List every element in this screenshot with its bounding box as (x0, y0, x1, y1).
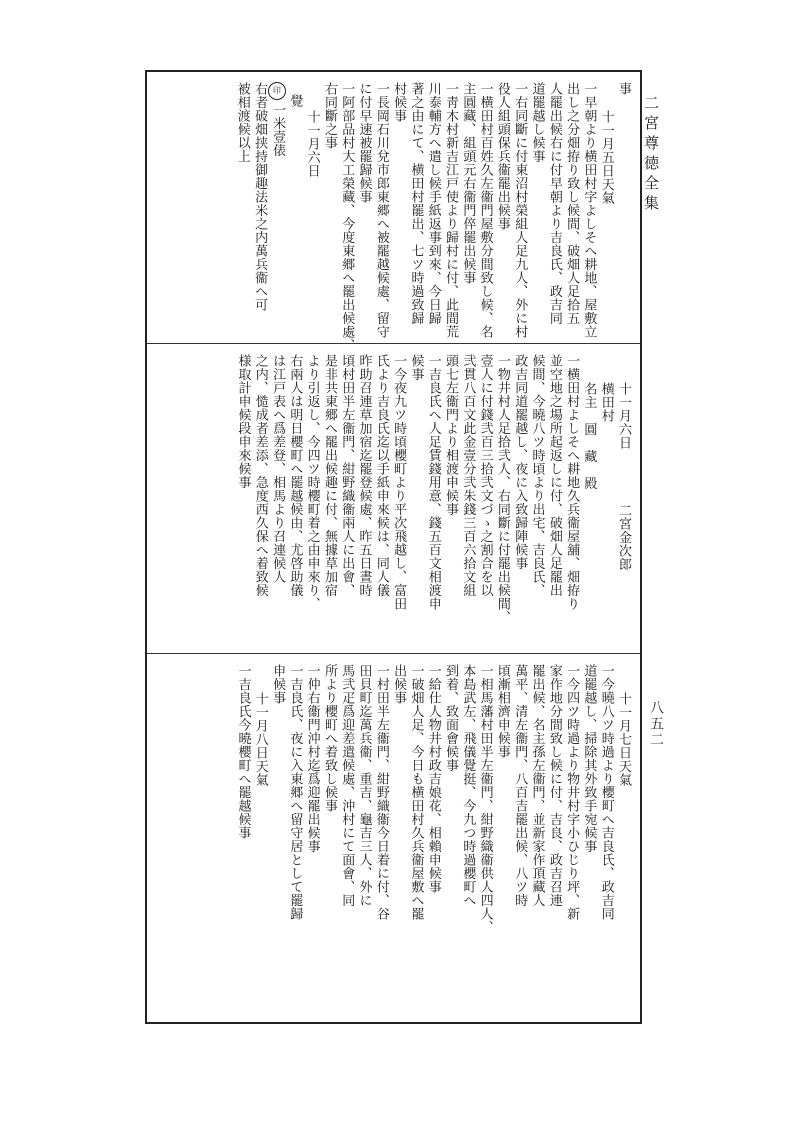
column-text: 是非共東郷へ罷出候趣に付、無據草加宿 (321, 354, 337, 597)
column-text: 一阿部品村大工榮藏、今度東郷へ罷出候處、 (339, 82, 355, 352)
text-line (511, 354, 528, 647)
column-text: 道罷越し候事 (529, 82, 545, 163)
text-line (424, 82, 441, 337)
text-frame (145, 70, 642, 1024)
text-line (563, 82, 580, 337)
text-line (234, 664, 251, 1016)
column-text: 一相馬藩村田半左衞門、紺野織衞供人四人、 (477, 664, 493, 934)
column-text: 道罷越し、掃除其外致手宛候事 (581, 664, 597, 853)
column-text: 田貝町迄萬兵衞、重吉、龜吉三人、外に (356, 664, 372, 907)
column-text: 十一月六日 (304, 110, 320, 178)
column-text: 役人組頭保兵衞罷出候事 (494, 82, 510, 231)
text-line (321, 82, 338, 337)
column-text: 事 (616, 82, 631, 96)
book-title: 二宮尊徳全集 (642, 95, 660, 215)
middle-band-text (234, 354, 632, 647)
column-text: 候間、今曉八ツ時頃より出宅、吉良氏、 (529, 354, 545, 597)
column-text: 一物井村人足拾弐人、右同斷に付罷出候間、 (494, 354, 510, 624)
text-line (338, 82, 355, 352)
date-heading (303, 82, 320, 337)
date-heading (597, 82, 614, 337)
seal-stamp: 印 (268, 82, 286, 100)
column-text: 一横田村よしそへ耕地久兵衞屋舖、畑拵り (564, 354, 580, 611)
date-heading (251, 664, 268, 1016)
text-line (407, 82, 424, 337)
column-text: 一吉良氏へ人足賃錢用意、錢五百文相渡申 (425, 354, 441, 611)
column-text: 到着、致面會候事 (443, 664, 459, 772)
column-text: 所より櫻町へ着致し候事 (321, 664, 337, 813)
column-text: 昨助召連草加宿迄罷登候處、昨五日晝時 (356, 354, 372, 597)
lower-band-text (234, 664, 632, 1016)
text-line (424, 664, 441, 1016)
text-line (269, 354, 286, 647)
column-text: 名主 圓 藏 殿 (581, 382, 597, 490)
date-heading (615, 664, 632, 1016)
text-line (234, 354, 251, 647)
column-text: 一吉良氏今曉櫻町へ罷越候事 (235, 664, 251, 840)
text-line (494, 82, 511, 337)
text-line (494, 354, 511, 647)
column-text: 頭七左衞門より相渡申候事 (443, 354, 459, 516)
text-line (355, 664, 372, 1016)
column-text: 出し之分畑拵り致し候間、破畑人足拾五 (564, 82, 580, 325)
column-text: 罷出候、名主孫左衞門、並新家作頂藏人 (529, 664, 545, 907)
text-line (303, 664, 320, 1016)
column-text: 候事 (408, 354, 424, 381)
column-text: 右者破畑挟持御趣法米之内萬兵衞へ可 (252, 82, 268, 312)
text-line (580, 82, 597, 337)
text-line (407, 354, 424, 647)
text-line (355, 354, 372, 647)
middle-band (147, 344, 640, 654)
column-text: 一靑木村新吉江戸使より歸村に付、此間荒 (443, 82, 459, 339)
text-line (251, 82, 268, 337)
text-line (286, 664, 303, 1016)
sig-addr1 (597, 354, 614, 647)
column-text: は江戸表へ爲差登、相馬より召連候人 (270, 354, 286, 584)
text-line (580, 664, 597, 1016)
column-text: 之内、慥成者差添、急度西久保へ着致候 (252, 354, 268, 597)
text-line (321, 354, 338, 647)
text-line (390, 82, 407, 337)
text-line (390, 664, 407, 1016)
column-text: 家作地分間致し候に付、吉良、政吉召連 (546, 664, 562, 907)
column-text: 政吉同道罷越し、夜に入致歸陣候事 (512, 354, 528, 570)
column-text: 人罷出候右に付早朝より吉良氏、政吉同 (546, 82, 562, 325)
text-line (286, 354, 303, 647)
text-line (546, 354, 563, 647)
text-line (459, 664, 476, 1016)
text-line (511, 82, 528, 337)
column-text: 一長岡石川兌市郎東郷へ被罷越候處、留守 (373, 82, 389, 339)
text-line (615, 82, 632, 337)
text-line (373, 82, 390, 337)
column-text: 覺 (287, 94, 303, 108)
date-heading (615, 354, 632, 647)
text-line (476, 82, 493, 337)
column-text: 萬平、清左衞門、八百吉罷出候、八ツ時 (512, 664, 528, 907)
text-line (251, 354, 268, 647)
column-text: 著之由にて、横田村罷出、七ツ時過致歸 (408, 82, 424, 325)
lower-band (147, 654, 640, 1022)
column-text: 一給仕人物井村政吉娘花、相賴申候事 (425, 664, 441, 894)
column-text: 被相渡候以上 (234, 82, 250, 163)
text-line (321, 664, 338, 1016)
column-text: 頃漸相濟申候事 (494, 664, 510, 759)
text-line (338, 664, 355, 1016)
text-line (303, 354, 320, 647)
column-text: 一吉良氏、夜に入東郷へ留守居として罷歸 (287, 664, 303, 921)
text-line (269, 664, 286, 1016)
text-line (511, 664, 528, 1016)
column-text: 申候事 (270, 664, 286, 705)
text-line (563, 664, 580, 1016)
text-line (528, 664, 545, 1016)
column-text: 一破畑人足、今日も横田村久兵衞屋敷へ罷 (408, 664, 424, 921)
column-text: 右兩人は明日櫻町へ罷越候由、尤啓助儀 (287, 354, 303, 597)
column-text: 氏より吉良氏迄以手紙申來候は、同人儀 (373, 354, 389, 597)
text-line (476, 354, 493, 647)
notice (286, 82, 303, 337)
sig-addr2 (580, 354, 597, 647)
text-line (338, 354, 355, 647)
column-text: 弐貫八百文此金壹分弐朱錢三百六拾文組 (460, 354, 476, 597)
column-text: 右同斷之事 (321, 82, 337, 150)
text-line (424, 354, 441, 647)
text-line (563, 354, 580, 647)
text-line (476, 664, 493, 1016)
column-text: 本島武左、飛儀覺挺、今九つ時過櫻町へ (460, 664, 476, 907)
column-text: 十一月七日天氣 (616, 692, 631, 787)
column-text: 十一月六日 二宮金次郎 (616, 382, 631, 571)
text-line (442, 82, 459, 337)
column-text: 十一月五日天氣 (598, 110, 614, 205)
column-text: 一村田半左衞門、紺野織衞今日着に付、谷 (373, 664, 389, 921)
text-line (528, 354, 545, 647)
text-line (546, 664, 563, 1016)
column-text: 川泰輔方へ遣し候手紙返事到來、今日歸 (425, 82, 441, 325)
text-line (373, 664, 390, 1016)
column-text: 一米壹俵 (270, 103, 286, 157)
column-text: 並空地之場所起返しに付、破畑人足罷出 (546, 354, 562, 597)
text-line (390, 354, 407, 647)
text-line (459, 354, 476, 647)
column-text: 一今曉八ツ時過より櫻町へ吉良氏、政吉同 (598, 664, 614, 921)
text-line (442, 664, 459, 1016)
text-line (407, 664, 424, 1016)
column-text: 一横田村百姓久左衞門屋敷分間致し候、名 (477, 82, 493, 339)
column-text: より引返し、今四ツ時櫻町着之由申來り、 (304, 354, 320, 611)
text-line (373, 354, 390, 647)
text-line (528, 82, 545, 337)
column-text: 主圓藏、組頭元右衞門倅罷出候事 (460, 82, 476, 285)
column-text: 様取計申候段申來候事 (235, 354, 251, 489)
column-text: 十一月八日天氣 (252, 692, 268, 787)
text-line (233, 82, 250, 337)
column-text: 横田村 (598, 382, 614, 423)
text-line (268, 82, 286, 337)
text-line (355, 82, 372, 337)
text-line (546, 82, 563, 337)
column-text: 一今四ツ時過より物井村字小ひじり坪、新 (564, 664, 580, 921)
column-text: 一右同斷に付東沼村榮組人足九人、外に村 (512, 82, 528, 339)
column-text: 一早朝より横田村字よしそへ耕地、屋敷立 (581, 82, 597, 339)
upper-band (147, 72, 640, 352)
column-text: に付早速被罷歸候事 (356, 82, 372, 204)
column-text: 一仲右衞門沖村迄爲迎罷出候事 (304, 664, 320, 853)
column-text: 村候事 (391, 82, 407, 123)
page-number: 八五二 (648, 700, 664, 748)
column-text: 出候事 (391, 664, 407, 705)
text-line (459, 82, 476, 337)
text-line (494, 664, 511, 1016)
column-text: 一今夜九ツ時頃櫻町より平次飛越し、富田 (391, 354, 407, 611)
column-text: 馬弐疋爲迎差遣候處、沖村にて面會、同 (339, 664, 355, 907)
text-line (442, 354, 459, 647)
column-text: 頃村田半左衞門、紺野織衞兩人に出會、 (339, 354, 355, 597)
text-line (597, 664, 614, 1016)
upper-band-text (233, 82, 632, 352)
column-text: 壹人に付錢弐百三拾弐文づゝ之割合を以 (477, 354, 493, 597)
